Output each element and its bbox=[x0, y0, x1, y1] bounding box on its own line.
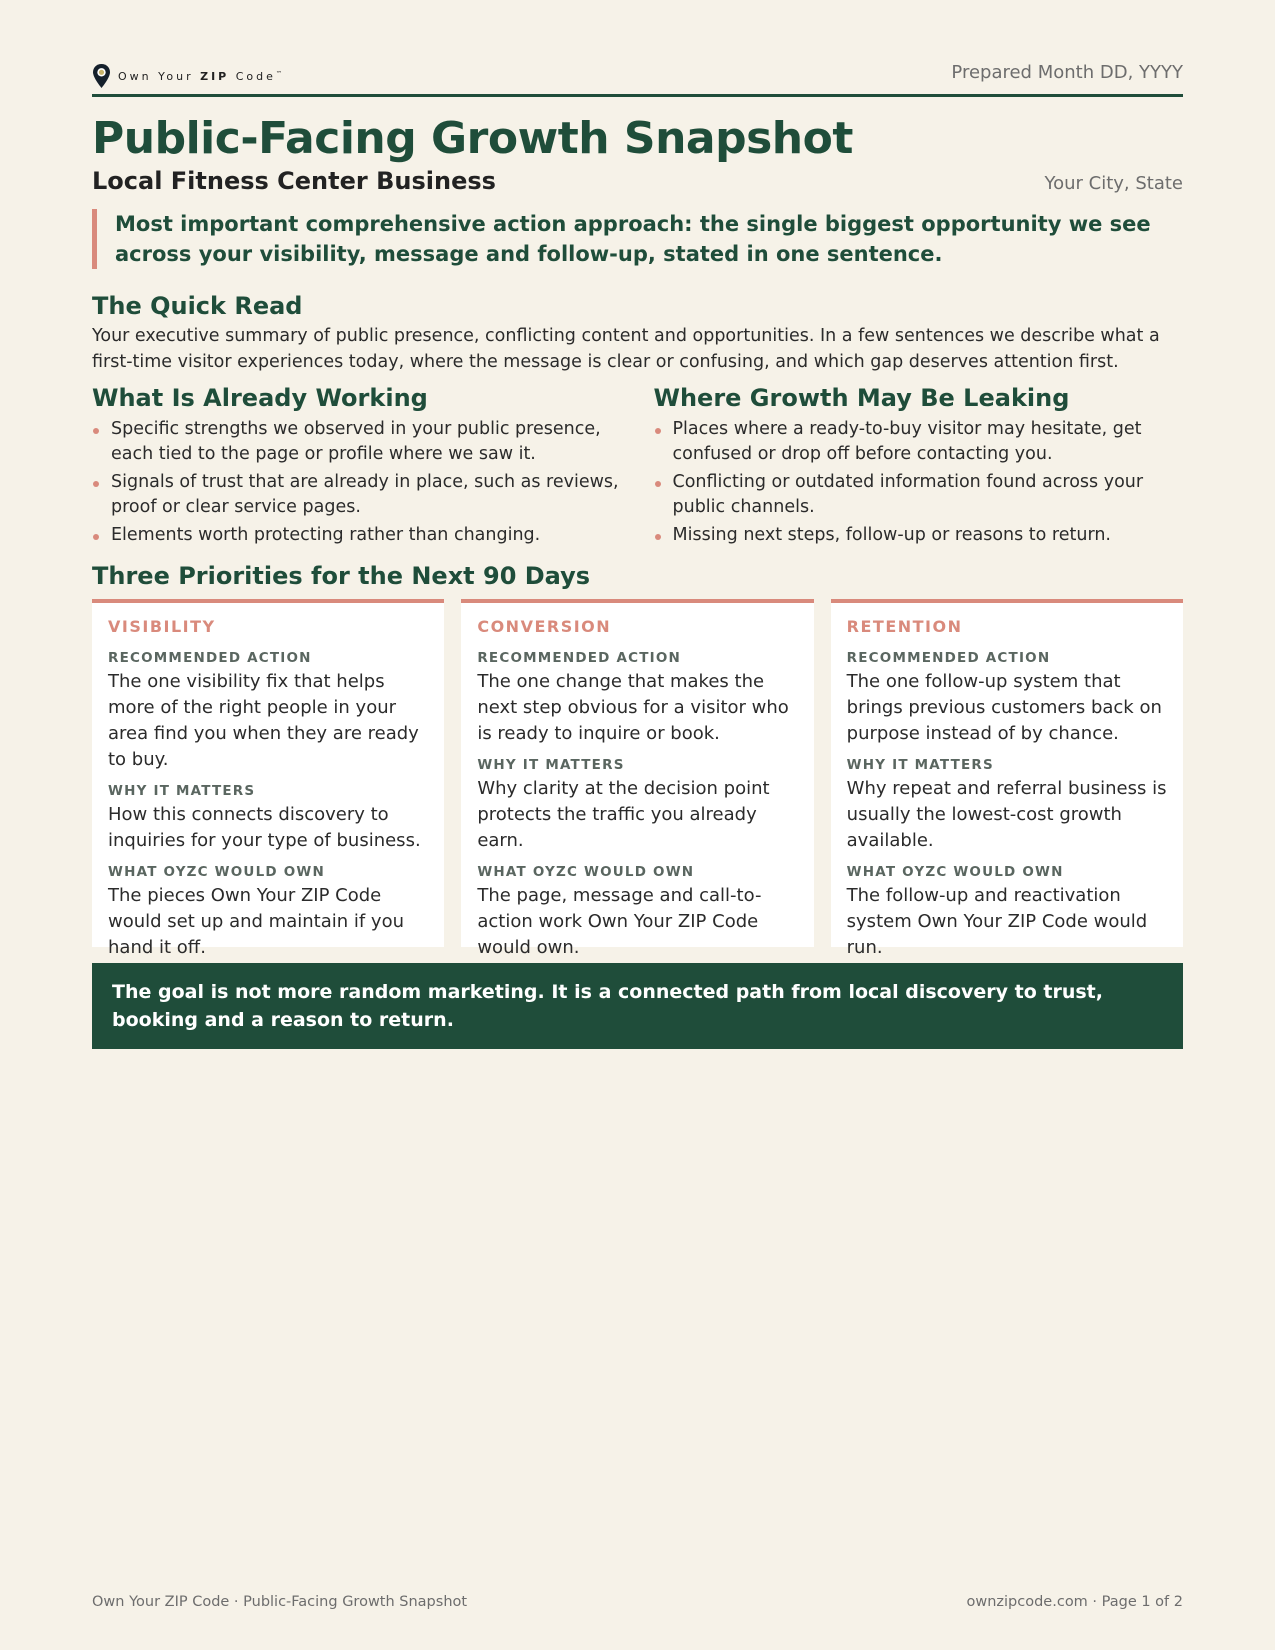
list-item: Places where a ready-to-buy visitor may hesitate, get confused or drop off before contacting you. bbox=[654, 417, 1184, 467]
priority-card-conversion bbox=[461, 599, 813, 958]
why-it-matters-text: Why clarity at the decision point protects the traffic you already earn. bbox=[477, 778, 770, 851]
working-list bbox=[92, 417, 622, 548]
leaking-column bbox=[654, 383, 1184, 551]
leaking-list bbox=[654, 417, 1184, 548]
list-item: Missing next steps, follow-up or reasons to return. bbox=[654, 523, 1184, 548]
leaking-heading: Where Growth May Be Leaking bbox=[653, 384, 1070, 412]
header-bar bbox=[92, 58, 1183, 97]
goal-banner: The goal is not more random marketing. It is a connected path from local discovery to trust, booking and a reason to return. bbox=[92, 963, 1183, 1049]
recommended-action-text: The one change that makes the next step obvious for a visitor who is ready to inquire or book. bbox=[477, 671, 789, 744]
footer-right: ownzipcode.com · Page 1 of 2 bbox=[966, 1594, 1183, 1610]
list-item: Specific strengths we observed in your public presence, each tied to the page or profile where we saw it. bbox=[92, 417, 622, 467]
priorities-heading: Three Priorities for the Next 90 Days bbox=[92, 562, 591, 590]
recommended-action-label: RECOMMENDED ACTION bbox=[477, 650, 682, 666]
recommended-action-label: RECOMMENDED ACTION bbox=[108, 650, 312, 666]
what-oyzc-would-own-text: The pieces Own Your ZIP Code would set up and maintain if you hand it off. bbox=[108, 885, 404, 958]
recommended-action-text: The one follow-up system that brings previous customers back on purpose instead of by chance. bbox=[846, 671, 1162, 744]
what-oyzc-would-own-text: The page, message and call-to-action work Own Your ZIP Code would own. bbox=[477, 885, 762, 958]
what-oyzc-would-own-label: WHAT OYZC WOULD OWN bbox=[108, 864, 325, 880]
why-it-matters-text: Why repeat and referral business is usually the lowest-cost growth available. bbox=[846, 778, 1167, 851]
map-pin-icon bbox=[92, 63, 111, 89]
why-it-matters-label: WHY IT MATTERS bbox=[477, 757, 625, 773]
card-title: CONVERSION bbox=[477, 617, 612, 636]
location: Your City, State bbox=[1044, 173, 1183, 194]
card-title: RETENTION bbox=[846, 617, 963, 636]
why-it-matters-label: WHY IT MATTERS bbox=[108, 783, 256, 799]
document-page bbox=[92, 58, 1183, 1049]
what-oyzc-would-own-text: The follow-up and reactivation system Own Your ZIP Code would run. bbox=[846, 885, 1148, 958]
subtitle-row bbox=[92, 167, 1183, 195]
logo bbox=[92, 63, 282, 89]
page-footer bbox=[92, 1594, 1183, 1610]
working-heading: What Is Already Working bbox=[92, 384, 428, 412]
list-item: Elements worth protecting rather than changing. bbox=[92, 523, 622, 548]
quick-read-heading: The Quick Read bbox=[92, 292, 303, 320]
strengths-leaks-columns bbox=[92, 383, 1183, 551]
quick-read-body: Your executive summary of public presence, conflicting content and opportunities. In a few sentences we describe what a first-time visitor experiences today, where the message is clear or confusing, and which gap deserves attention first. bbox=[92, 326, 1160, 372]
prepared-date: Prepared Month DD, YYYY bbox=[951, 61, 1183, 83]
key-opportunity-callout: Most important comprehensive action approach: the single biggest opportunity we see across your visibility, message and follow-up, stated in one sentence. bbox=[92, 209, 1183, 269]
business-type: Local Fitness Center Business bbox=[92, 167, 496, 195]
list-item: Conflicting or outdated information found across your public channels. bbox=[654, 470, 1184, 520]
card-title: VISIBILITY bbox=[108, 617, 216, 636]
recommended-action-label: RECOMMENDED ACTION bbox=[846, 650, 1051, 666]
list-item: Signals of trust that are already in place, such as reviews, proof or clear service pages. bbox=[92, 470, 622, 520]
priority-card-visibility bbox=[92, 599, 444, 958]
why-it-matters-label: WHY IT MATTERS bbox=[846, 757, 994, 773]
why-it-matters-text: How this connects discovery to inquiries for your type of business. bbox=[108, 804, 421, 851]
working-column bbox=[92, 383, 622, 551]
page-title: Public-Facing Growth Snapshot bbox=[92, 113, 853, 164]
what-oyzc-would-own-label: WHAT OYZC WOULD OWN bbox=[477, 864, 695, 880]
recommended-action-text: The one visibility fix that helps more of the right people in your area find you when they are ready to buy. bbox=[108, 671, 419, 770]
logo-wordmark: Own Your ZIP Code™ bbox=[118, 69, 282, 83]
priority-card-retention bbox=[831, 599, 1183, 958]
what-oyzc-would-own-label: WHAT OYZC WOULD OWN bbox=[846, 864, 1064, 880]
priority-cards bbox=[92, 599, 1183, 958]
footer-left: Own Your ZIP Code · Public-Facing Growth Snapshot bbox=[92, 1594, 468, 1610]
